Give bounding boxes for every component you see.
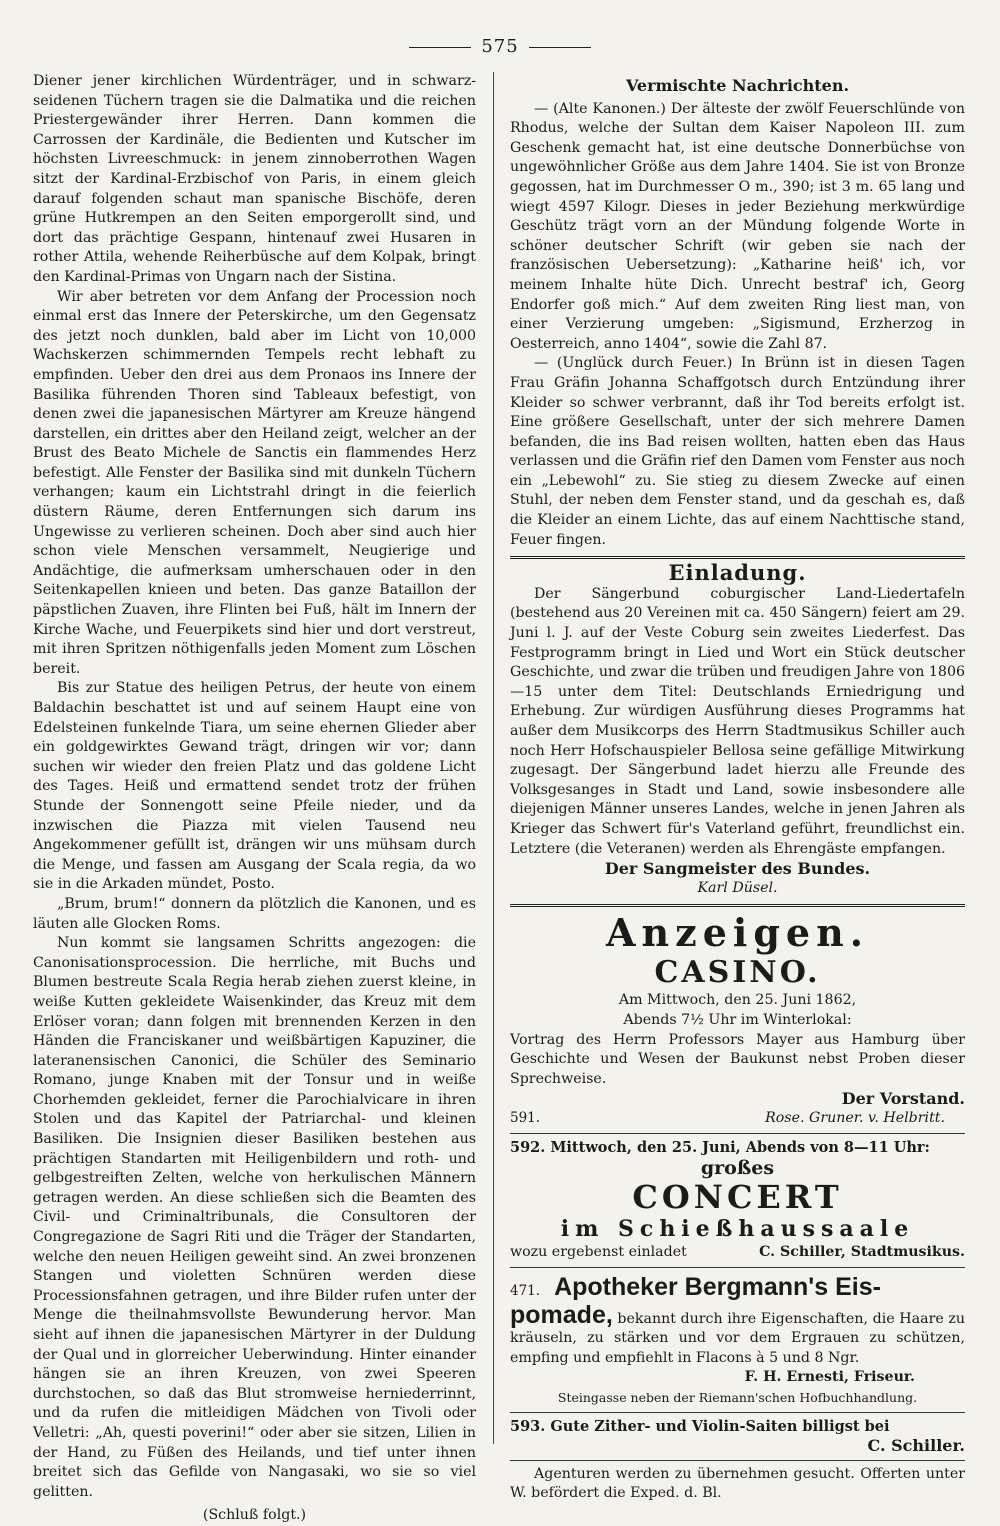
casino-time: Abends 7½ Uhr im Winterlokal: — [623, 1011, 852, 1028]
concert-title: CONCERT — [632, 1178, 843, 1217]
casino-title: CASINO. — [654, 955, 821, 991]
news-item: — (Alte Kanonen.) Der älteste der zwölf Feuerschlünde von Rhodus, welche der Sultan dem Kaiser Napoleon III. zum Geschenk gemacht hat, ist eine deutsche Donnerbüchse von ungewöhnlicher Größe aus dem Jahre 1404. Sie ist von Bronze gegossen, hat im Durchmesser O m., 390; ist 3 m. 65 lang und wiegt 4597 Kilogr. Dieses in jeder Beziehung merkwürdige Geschütz trägt vorn an der Mündung folgende Worte in schöner deutscher Schrift (wir geben sie nach der französischen Uebersetzung): „Katharine heiß' ich, vor meinem Inhalte hüte Dich. Unrecht bestraf' ich, Georg Endorfer goß mich.“ Auf dem zweiten Ring liest man, von einer Verzierung umgeben: „Sigismund, Erzherzog in Oesterreich, anno 1404“, sowie die Zahl 87. — [510, 100, 965, 352]
pomade-title1: Apotheker Bergmann's Eis- — [554, 1272, 881, 1301]
article-closing: (Schluß folgt.) — [202, 1507, 307, 1524]
saiten-text: 593. Gute Zither- und Violin-Saiten billigst bei — [510, 1417, 890, 1435]
casino-signature: Der Vorstand. — [841, 1089, 965, 1109]
saiten-signer: C. Schiller. — [867, 1436, 965, 1456]
concert-invite: wozu ergebenst einladet — [510, 1244, 687, 1261]
pomade-text: bekannt durch ihre Eigenschaften, die Haare zu kräuseln, zu stärken und vor dem Ergrauen zu schützen, empfing und empfiehlt in Flacons à 5 und 8 Ngr. — [510, 1310, 965, 1366]
article-paragraph: „Brum, brum!“ donnern da plötzlich die Kanonen, und es läuten alle Glocken Roms. — [33, 895, 476, 932]
pomade-address: Steingasse neben der Riemann'schen Hofbuchhandlung. — [557, 1390, 918, 1406]
article-paragraph: Diener jener kirchlichen Würdenträger, und in schwarz-seidenen Tüchern tragen sie die Dalmatika und die reichen Priestergewänder ihrer Herren. Dann kommen die Carrossen der Kardinäle, die Bedienten und Kutscher im höchsten Livreeschmuck: in jenem zinnoberrothen Wagen sitzt der Kardinal-Erzbischof von Paris, in einem gleich darauf folgenden schaut man spanische Bischöfe, deren grüne Hutkrempen an den Seiten emporgerollt sind, und dort das prächtige Gespann, hintenauf zwei Husaren in rother Attila, wehende Reiherbüsche auf dem Kolpak, bringt den Kardinal-Primas von Ungarn nach der Sistina. — [33, 73, 476, 285]
page-number-rule-left — [409, 47, 471, 48]
concert-place: im Schießhaussaale — [560, 1216, 915, 1243]
einladung-signature: Der Sangmeister des Bundes. — [604, 859, 871, 879]
section-rule — [510, 556, 965, 559]
page-number-rule-right — [529, 47, 591, 48]
ad-rule — [510, 1460, 965, 1461]
casino-footer — [510, 1109, 965, 1129]
pomade-signer: F. H. Ernesti, Friseur. — [744, 1369, 915, 1386]
article-paragraph: Wir aber betreten vor dem Anfang der Procession noch einmal erst das Innere der Peterskirche, um den Gegensatz des jetzt noch dunklen, bald aber im Licht von 10,000 Wachskerzen schimmernden Tempels recht lebhaft zu empfinden. Ueber den drei aus dem Pronaos ins Innere der Basilika führenden Thoren sind Tableaux befestigt, von denen zwei die japanesischen Märtyrer am Kreuze hängend darstellen, ein drittes aber den Heiland zeigt, welcher an der Brust des Beato Michele de Sanctis ein flammendes Herz befestigt. Alle Fenster der Basilika sind mit dunkeln Tüchern verhangen; kaum ein Lichtstrahl dringt in die feierlich düstern Räume, deren Entfernungen sich darum ins Ungewisse zu verlieren scheinen. Doch aber sind auch hier schon viele Menschen versammelt, Neugierige und Andächtige, die aufmerksam umherschauen oder in den Seitenkapellen knieen und beten. Das ganze Bataillon der päpstlichen Zuaven, ihre Flinten bei Fuß, hält im Innern der Kirche Wache, und Feuerpikets sind hier und dort verstreut, mit ihren Spritzen nöthigenfalls jeden Moment zum Löschen bereit. — [33, 288, 476, 677]
news-item: — (Unglück durch Feuer.) In Brünn ist in diesen Tagen Frau Gräfin Johanna Schaffgotsch durch Entzündung ihrer Kleider so schwer verbrannt, daß ihr Tod bereits erfolgt ist. Eine größere Gesellschaft, unter der sich mehrere Damen befanden, die ins Bad reisen wollten, hatten eben das Haus verlassen und die Gräfin rief den Damen vom Fenster aus noch ein „Lebewohl“ zu. Sie stieg zu diesem Zwecke auf einen Stuhl, der neben dem Fenster stand, und da geschah es, daß die Kleider an einem Lichte, das auf einem Nachttische stand, Feuer fingen. — [510, 355, 965, 548]
einladung-title: Einladung. — [668, 560, 807, 586]
concert-signer: C. Schiller, Stadtmusikus. — [759, 1244, 965, 1261]
footer-notice: Agenturen werden zu übernehmen gesucht. Offerten unter W. befördert die Exped. d. Bl. — [510, 1465, 965, 1502]
einladung-text: Der Sängerbund coburgischer Land-Liedertafeln (bestehend aus 20 Vereinen mit ca. 450 Sängern) feiert am 29. Juni l. J. auf der Veste Coburg sein zweites Liederfest. Das Festprogramm bringt in Lied und Wort ein Stück deutscher Geschichte, und zwar die trüben und freudigen Jahre von 1806—15 unter dem Titel: Deutschlands Erniedrigung und Erhebung. Zur würdigen Ausführung dieses Programms hat außer dem Musikcorps des Herrn Stadtmusikus Schiller auch noch Herr Hofschauspieler Bellosa seine gefällige Mitwirkung zugesagt. Der Sängerbund ladet hierzu alle Freunde des Volksgesanges in Stadt und Land, sowie insbesondere alle diejenigen Männer unseres Landes, welche in jenen Jahren als Krieger das Schwert für's Vaterland geführt, freundlichst ein. Letztere (die Veteranen) werden als Ehrengäste empfangen. — [510, 585, 965, 857]
column-divider — [493, 72, 494, 1444]
concert-header: 592. Mittwoch, den 25. Juni, Abends von 8—11 Uhr: — [510, 1138, 930, 1156]
right-column — [510, 72, 965, 1504]
casino-date: Am Mittwoch, den 25. Juni 1862, — [618, 992, 857, 1009]
einladung-name: Karl Düsel. — [697, 879, 778, 896]
casino-names: Rose. Gruner. v. Helbritt. — [765, 1109, 945, 1126]
pomade-body — [510, 1300, 965, 1369]
pomade-title2: pomade, — [510, 1300, 613, 1329]
page-number-text: 575 — [481, 36, 519, 57]
news-section-title: Vermischte Nachrichten. — [625, 76, 850, 95]
article-paragraph: Bis zur Statue des heiligen Petrus, der heute von einem Baldachin beschattet ist und auf seinem Haupt eine von Edelsteinen funkelnde Tiara, um seine ehernen Glieder aber ein goldgewirktes Gewand trägt, dringen wir vor; dann suchen wir wieder den freien Platz und das goldene Licht des Tages. Heiß und ermattend sendet trotz der frühen Stunde der Sonnengott seine Pfeile nieder, und da inzwischen die Piazza mit vielen Tausend neu Angekommener gefüllt ist, drängen wir uns mühsam durch die Menge, und fassen am Ausgang der Scala regia, da wo sie in die Arkaden mündet, Posto. — [33, 680, 476, 893]
pomade-ad-number: 471. — [510, 1282, 541, 1299]
anzeigen-title: Anzeigen. — [606, 910, 869, 956]
ad-rule — [510, 1412, 965, 1413]
page-number — [0, 36, 1000, 57]
ad-rule — [510, 1267, 965, 1268]
ad-rule — [510, 1133, 965, 1134]
article-paragraph: Nun kommt sie langsamen Schritts angezogen: die Canonisationsprocession. Die herrliche, mit Buchs und Blumen bestreute Scala Regia herab ziehen zuerst kleine, in weiße Kutten gekleidete Waisenkinder, das Kreuz mit dem Erlöser voran; dann folgen mit brennenden Kerzen in den Händen die Franciskaner und weißbärtigen Kapuziner, die lateranensischen Canonici, die Schüler des Seminario Romano, junge Knaben mit der Tonsur und in weiße Chorhemden gekleidet, ferner die Parochialvicare in ihren Stolen und das Kapitel der Patriarchal- und kleinen Basiliken. Die Insignien dieser Basiliken bestehen aus prächtigen Standarten mit Heiligenbildern und roth- und gelbgestreiften Zelten, welche von herkulischen Männern getragen werden. An diese schließen sich die Beamten des Civil- und Criminaltribunals, die Consultoren der Congregazione de Sagri Riti und die Träger der Standarten, welche den neuen Heiligen geweiht sind. An zwei bronzenen Stangen und violetten Schnüren werden diese Processionsfahnen getragen, und ihre Bilder rufen unter der Menge die theilnahmsvollste Bewunderung hervor. Man sieht auf ihnen die japanesischen Märtyrer in der Duldung der Qual und in glorreicher Ueberwindung. Hinter einander hängen sie an ihren Kreuzen, von zwei Speeren durchstochen, so daß das Blut stromweise herniederrinnt, und da rufen die mitleidigen Mädchen von Tivoli oder Velletri: „Ah, questi poverini!“ oder aber sie sitzen, Lilien in der Hand, zu Füßen des Heilands, und tief unter ihnen breitet sich das Gefilde von Nangasaki, wo sie so viel gelitten. — [33, 935, 476, 1500]
casino-ad-number: 591. — [510, 1109, 541, 1126]
left-column — [33, 72, 476, 1526]
concert-invite-row — [510, 1243, 965, 1263]
casino-text: Vortrag des Herrn Professors Mayer aus Hamburg über Geschichte und Wesen der Baukunst nebst Proben dieser Sprechweise. — [510, 1031, 965, 1087]
section-rule — [510, 904, 965, 907]
concert-grosses: großes — [700, 1157, 775, 1180]
